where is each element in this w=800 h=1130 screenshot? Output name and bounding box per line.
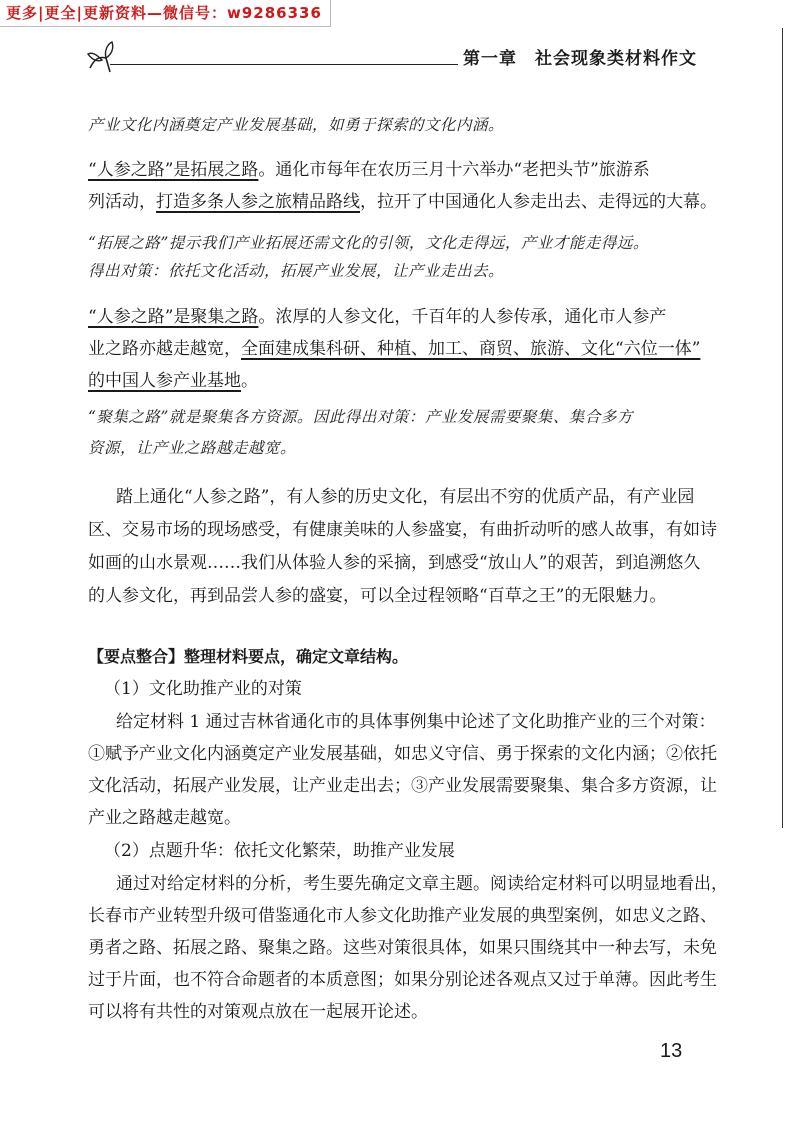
text-line: 长春市产业转型升级可借鉴通化市人参文化助推产业发展的典型案例，如忠义之路、	[88, 906, 717, 926]
chapter-number: 第一章	[463, 49, 517, 69]
text-span: 列活动，	[88, 192, 156, 212]
chapter-title: 社会现象类材料作文	[535, 49, 697, 69]
underlined-text: 全面建成集科研、种植、加工、商贸、旅游、文化“六位一体”	[241, 339, 701, 359]
text-line: 过于片面，也不符合命题者的本质意图；如果分别论述各观点又过于单薄。因此考生	[88, 970, 717, 990]
text-line	[88, 302, 800, 332]
text-span: 。通化市每年在农历三月十六举办“老把头节”旅游系	[258, 160, 650, 180]
text-line: 产业之路越走越宽。	[88, 808, 241, 828]
subheading: （2）点题升华：依托文化繁荣，助推产业发展	[104, 841, 455, 861]
text-line: 通过对给定材料的分析，考生要先确定文章主题。阅读给定材料可以明显地看出，	[116, 874, 728, 894]
key-points-text: 整理材料要点，确定文章结构。	[184, 647, 409, 666]
annotation-line: “拓展之路”提示我们产业拓展还需文化的引领，文化走得远，产业才能走得远。	[88, 234, 649, 252]
text-line	[88, 334, 800, 364]
text-line: 的人参文化，再到品尝人参的盛宴，可以全过程领略“百草之王”的无限魅力。	[88, 586, 667, 606]
text-line: 区、交易市场的现场感受，有健康美味的人参盛宴，有曲折动听的感人故事，有如诗	[88, 520, 717, 540]
text-line: 勇者之路、拓展之路、聚集之路。这些对策很具体，如果只围绕其中一种去写，未免	[88, 938, 717, 958]
text-line: 踏上通化“人参之路”，有人参的历史文化，有层出不穷的优质产品，有产业园	[116, 487, 695, 507]
annotation-line: 资源，让产业之路越走越宽。	[88, 439, 297, 457]
text-line: 文化活动，拓展产业发展，让产业走出去；③产业发展需要聚集、集合多方资源，让	[88, 776, 717, 796]
page-number: 13	[660, 1040, 683, 1062]
leaf-ornament-icon	[84, 38, 132, 78]
subheading: （1）文化助推产业的对策	[104, 679, 302, 699]
text-line: 如画的山水景观……我们从体验人参的采摘，到感受“放山人”的艰苦，到追溯悠久	[88, 553, 701, 573]
underlined-text: “人参之路”是聚集之路	[88, 307, 259, 327]
text-span: 。	[241, 371, 258, 391]
underlined-text: 打造多条人参之旅精品路线	[156, 192, 360, 212]
header-rule	[110, 64, 458, 65]
text-line: 给定材料 1 通过吉林省通化市的具体事例集中论述了文化助推产业的三个对策：	[116, 712, 716, 732]
underlined-text: “人参之路”是拓展之路	[88, 160, 259, 180]
text-line: 产业文化内涵奠定产业发展基础，如勇于探索的文化内涵。	[88, 116, 505, 134]
promo-banner: 更多|更全|更新资料—微信号：w9286336	[0, 0, 331, 27]
section-tag-line	[88, 642, 800, 672]
chapter-header	[463, 44, 697, 69]
annotation-line: 得出对策：依托文化活动，拓展产业发展，让产业走出去。	[88, 262, 505, 280]
text-span: 。浓厚的人参文化，千百年的人参传承，通化市人参产	[258, 307, 667, 327]
text-line	[88, 366, 800, 396]
key-points-tag: 【要点整合】	[88, 647, 185, 666]
text-line	[88, 187, 800, 217]
underlined-text: 的中国人参产业基地	[88, 371, 241, 391]
text-span: 业之路亦越走越宽，	[88, 339, 241, 359]
text-span: ，拉开了中国通化人参走出去、走得远的大幕。	[360, 192, 717, 212]
annotation-line: “聚集之路”就是聚集各方资源。因此得出对策：产业发展需要聚集、集合多方	[88, 408, 633, 426]
text-line: ①赋予产业文化内涵奠定产业发展基础，如忠义守信、勇于探索的文化内涵；②依托	[88, 744, 717, 764]
text-line	[88, 155, 800, 185]
text-line: 可以将有共性的对策观点放在一起展开论述。	[88, 1002, 428, 1022]
